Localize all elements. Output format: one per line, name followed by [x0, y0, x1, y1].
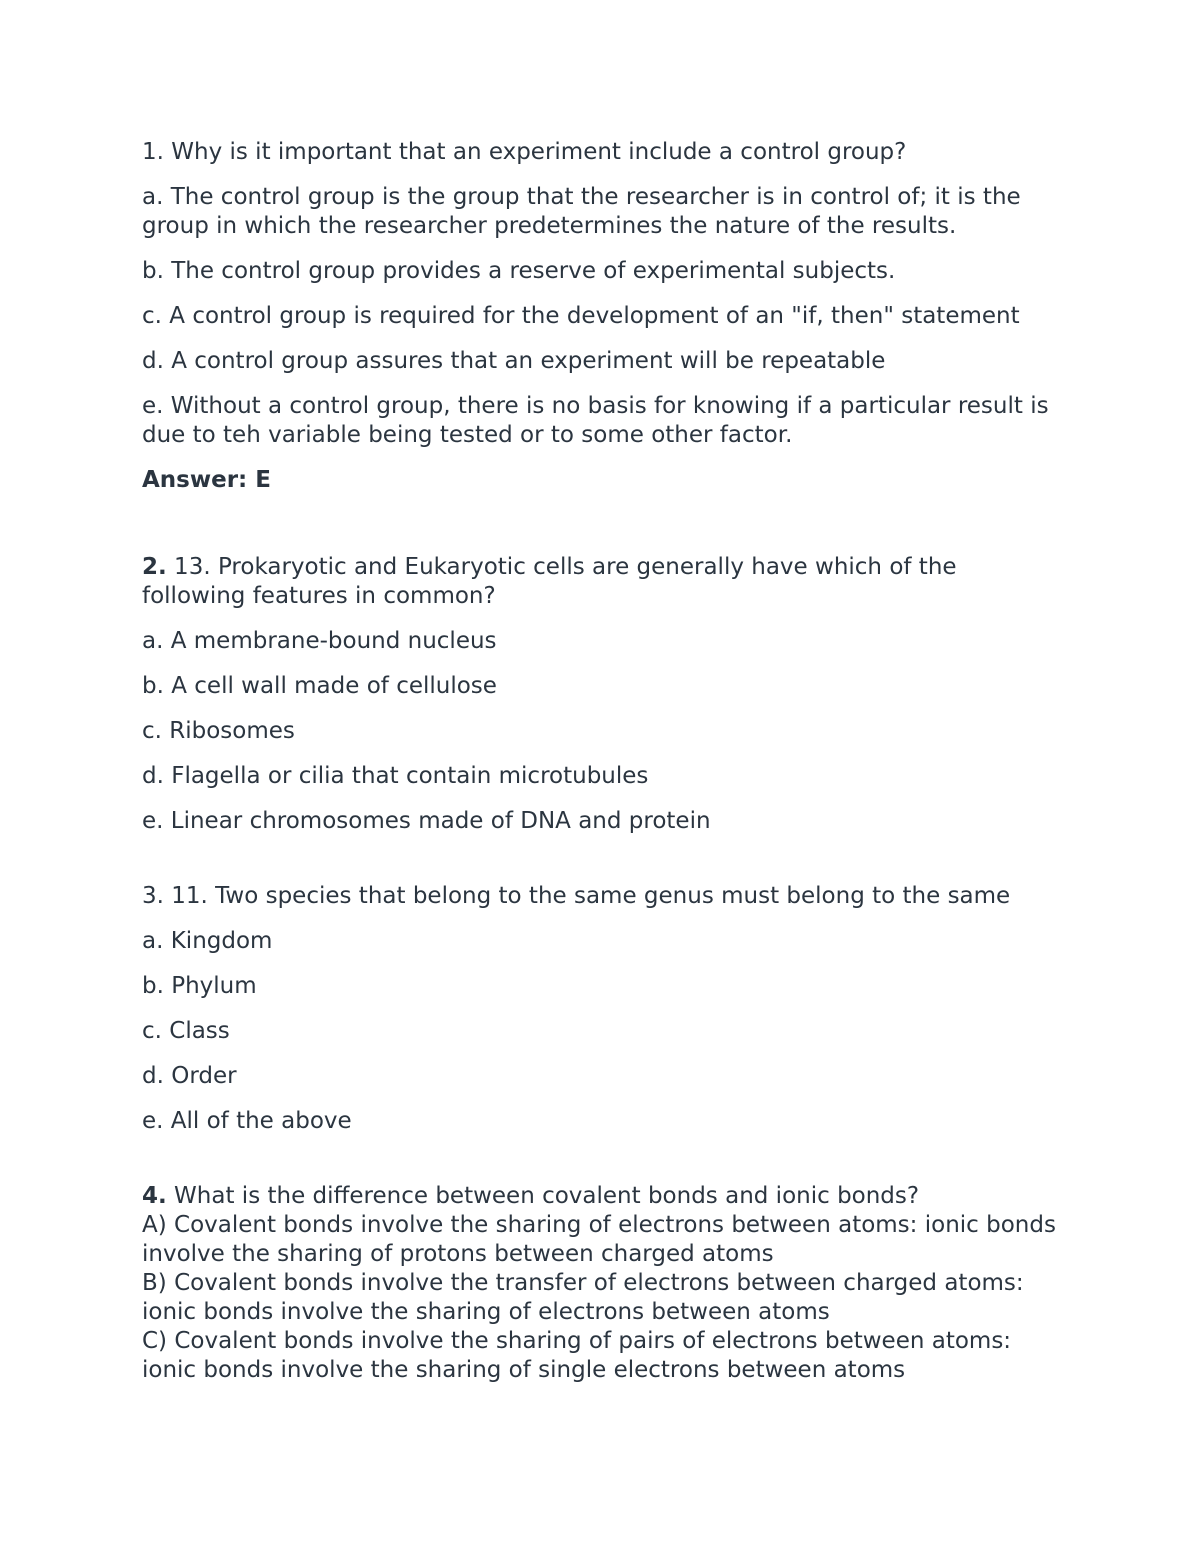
- q4-option-b: B) Covalent bonds involve the transfer of electrons between charged atoms: ionic bonds involve the sharing of electrons between atoms: [142, 1270, 1024, 1325]
- question-3: [142, 882, 1062, 911]
- question-4-text: What is the difference between covalent bonds and ionic bonds?: [166, 1183, 920, 1209]
- q3-option-d: d. Order: [142, 1063, 237, 1089]
- q1-option-a: a. The control group is the group that the researcher is in control of; it is the group in which the researcher predetermines the nature of the results.: [142, 184, 1021, 239]
- q3-option-b: b. Phylum: [142, 973, 257, 999]
- question-1: 1. Why is it important that an experiment include a control group?: [142, 139, 907, 165]
- q1-option-b: b. The control group provides a reserve of experimental subjects.: [142, 258, 896, 284]
- question-3-number: 3.: [142, 883, 164, 909]
- q2-option-e: e. Linear chromosomes made of DNA and protein: [142, 808, 711, 834]
- q2-option-b: b. A cell wall made of cellulose: [142, 673, 497, 699]
- document-body: [142, 138, 1062, 1385]
- q1-option-c: c. A control group is required for the development of an "if, then" statement: [142, 303, 1020, 329]
- question-4-number: 4.: [142, 1183, 167, 1209]
- question-2: [142, 553, 1062, 611]
- q3-option-a: a. Kingdom: [142, 928, 273, 954]
- q3-option-c: c. Class: [142, 1018, 230, 1044]
- q2-option-d: d. Flagella or cilia that contain microtubules: [142, 763, 649, 789]
- q3-option-e: e. All of the above: [142, 1108, 352, 1134]
- question-3-text: 11. Two species that belong to the same genus must belong to the same: [163, 883, 1011, 909]
- q1-answer: Answer: E: [142, 467, 271, 493]
- q1-option-d: d. A control group assures that an experiment will be repeatable: [142, 348, 886, 374]
- q2-option-a: a. A membrane-bound nucleus: [142, 628, 497, 654]
- question-2-text: 13. Prokaryotic and Eukaryotic cells are generally have which of the following features in common?: [142, 554, 957, 609]
- q2-option-c: c. Ribosomes: [142, 718, 295, 744]
- q4-option-a: A) Covalent bonds involve the sharing of electrons between atoms: ionic bonds involve the sharing of protons between charged atoms: [142, 1212, 1056, 1267]
- q4-option-c: C) Covalent bonds involve the sharing of pairs of electrons between atoms: ionic bonds involve the sharing of single electrons between atoms: [142, 1328, 1012, 1383]
- q1-option-e: e. Without a control group, there is no basis for knowing if a particular result is due to teh variable being tested or to some other factor.: [142, 393, 1049, 448]
- question-4: [142, 1182, 1062, 1211]
- question-2-number: 2.: [142, 554, 167, 580]
